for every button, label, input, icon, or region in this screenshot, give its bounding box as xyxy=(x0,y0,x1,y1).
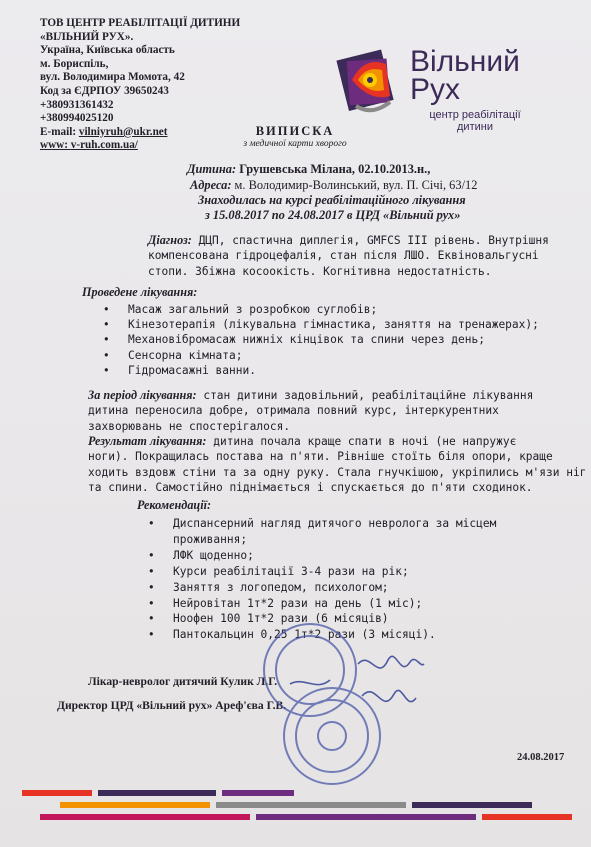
org-city-line: м. Бориспіль, xyxy=(40,57,109,70)
decor-bar xyxy=(40,814,250,820)
diagnosis-block xyxy=(148,233,549,279)
decor-bar xyxy=(22,790,92,796)
seal-stamp-icon xyxy=(250,620,430,790)
treatment-item-text: Масаж загальний з розробкою суглобів; xyxy=(128,303,378,316)
treatment-item xyxy=(103,302,539,317)
recommendation-item-text: Заняття з логопедом, психологом; xyxy=(173,580,389,594)
treatment-item-text: Кінезотерапія (лікувальна гімнастика, заняття на тренажерах); xyxy=(128,318,539,332)
result-text-1: дитина почала краще спати в ночі (не напружує xyxy=(206,435,517,448)
org-region-line: Україна, Київська область xyxy=(40,44,175,57)
logo-name-line-2: Рух xyxy=(410,73,461,106)
title-heading: ВИПИСКА xyxy=(255,124,335,138)
stay-line-2: з 15.08.2017 по 24.08.2017 в ЦРД «Вільний рух» xyxy=(205,208,461,222)
recommendation-continuation-text: проживання; xyxy=(173,532,248,546)
treatment-item xyxy=(103,332,539,347)
decor-bar xyxy=(256,814,476,820)
logo-name-line-1: Вільний xyxy=(410,45,520,78)
recommendations-heading: Рекомендації: xyxy=(137,498,212,512)
recommendation-item-text: Ноофен 100 1т*2 рази (6 місяців) xyxy=(173,612,389,626)
logo-name xyxy=(410,45,520,106)
org-code-line: Код за ЄДРПОУ 39650243 xyxy=(40,84,169,97)
decor-bar xyxy=(482,814,572,820)
recommendation-item xyxy=(148,548,496,564)
neurologist-signature-line: Лікар-невролог дитячий Кулик Л.Г. xyxy=(88,675,278,688)
recommendation-continuation xyxy=(148,532,496,548)
course-line-3: захворювань не спостерігалося. xyxy=(88,419,291,433)
treatment-item xyxy=(103,363,539,378)
bullet-icon: • xyxy=(148,628,155,642)
logo-mark-shape xyxy=(367,77,373,83)
result-block xyxy=(88,434,586,496)
address-label: Адреса: xyxy=(190,178,232,192)
stamp-ring-outer xyxy=(284,688,380,784)
bullet-icon: • xyxy=(148,517,155,530)
treatment-list xyxy=(103,302,539,378)
title-subheading: з медичної карти хворого xyxy=(243,139,347,149)
recommendation-item xyxy=(148,516,496,532)
diagnosis-label: Діагноз: xyxy=(148,233,192,247)
decor-bar xyxy=(412,802,532,808)
course-text-1: стан дитини задовільний, реабілітаційне лікування xyxy=(196,389,534,402)
recommendation-item-text: Курси реабілітації 3-4 рази на рік; xyxy=(173,564,409,578)
bullet-icon: • xyxy=(148,612,155,626)
result-line-1 xyxy=(88,434,586,449)
stay-line-1: Знаходилась на курсі реабілітаційного лікування xyxy=(198,193,466,207)
treatment-heading: Проведене лікування: xyxy=(82,285,198,299)
website-link[interactable]: v-ruh.com.ua/ xyxy=(70,139,138,152)
decor-bar xyxy=(60,802,210,808)
recommendation-item-text: Диспансерний нагляд дитячого невролога за місцем xyxy=(173,517,497,530)
child-label: Дитина: xyxy=(187,162,237,176)
bottom-decor-bars xyxy=(0,786,591,836)
treatment-item xyxy=(103,348,539,363)
patient-line xyxy=(187,162,430,177)
director-signature-line: Директор ЦРД «Вільний рух» Ареф'єва Г.В. xyxy=(57,699,287,712)
bullet-icon: • xyxy=(148,580,155,594)
bullet-icon: • xyxy=(148,564,155,578)
recommendation-item-text: ЛФК щоденно; xyxy=(173,548,254,562)
treatment-item xyxy=(103,317,539,332)
decor-bar xyxy=(222,790,294,796)
logo-subtitle xyxy=(410,109,540,133)
recommendation-item xyxy=(148,580,496,596)
org-phone-1: +380931361432 xyxy=(40,98,114,111)
result-label: Результат лікування: xyxy=(88,434,207,448)
document-date: 24.08.2017 xyxy=(517,752,565,763)
treatment-item-text: Гідромасажні ванни. xyxy=(128,363,256,377)
org-street-line: вул. Володимира Момота, 42 xyxy=(40,71,185,84)
bullet-icon: • xyxy=(103,303,110,316)
diagnosis-line-3: стопи. Збіжна косоокість. Когнітивна недостатність. xyxy=(148,264,492,278)
recommendation-item-text: Нейровітан 1т*2 рази на день (1 міс); xyxy=(173,596,423,610)
document-title xyxy=(170,124,420,149)
recommendation-item-text: Пантокальцин 0,25 1т*2 рази (3 місяці). xyxy=(173,628,436,642)
course-block xyxy=(88,388,533,434)
bullet-icon: • xyxy=(103,363,110,377)
recommendation-item xyxy=(148,564,496,580)
stamp-center xyxy=(318,722,346,750)
diagnosis-line-2: компенсована гідроцефалія, стан після ЛШО. Еквіновальгусні xyxy=(148,249,539,263)
course-line-1 xyxy=(88,388,533,403)
course-line-2: дитина переносила добре, отримала повний курс, інтеркурентних xyxy=(88,404,499,418)
bullet-icon: • xyxy=(148,548,155,562)
logo-mark-icon xyxy=(336,40,406,124)
course-label: За період лікування: xyxy=(88,388,197,402)
result-line-4: та спини. Самостійно піднімається і спускається до п'яти сходинок. xyxy=(88,481,533,495)
address-value: м. Володимир-Волинський, вул. П. Січі, 63/12 xyxy=(231,178,478,192)
org-name-line: ТОВ ЦЕНТР РЕАБІЛІТАЦІЇ ДИТИНИ xyxy=(40,17,241,29)
address-line xyxy=(190,178,477,193)
treatment-item-text: Сенсорна кімната; xyxy=(128,348,243,362)
child-value: Грушевська Мілана, 02.10.2013.н., xyxy=(236,162,431,176)
logo-subtitle-line-1: центр реабілітації xyxy=(429,109,521,121)
treatment-item-text: Механовібромасаж нижніх кінцівок та спини через день; xyxy=(128,333,485,347)
result-line-2: ноги). Покращилась постава на п'яти. Рівніше стоїть біля опори, краще xyxy=(88,450,553,464)
signature-scribble xyxy=(362,690,416,701)
result-line-3: ходить вздовж стіни та за одну руку. Стала гнучкішою, укріпились м'язи ніг xyxy=(88,465,587,479)
decor-bar xyxy=(98,790,216,796)
decor-bar xyxy=(216,802,406,808)
bullet-icon: • xyxy=(148,596,155,610)
recommendation-item xyxy=(148,596,496,612)
diagnosis-line-1 xyxy=(148,233,549,248)
diagnosis-text-1: ДЦП, спастична диплегія, GMFCS ІІІ рівень. Внутрішня xyxy=(191,234,549,247)
bullet-icon: • xyxy=(103,348,110,362)
signature-scribble xyxy=(290,680,330,685)
bullet-icon: • xyxy=(103,333,110,347)
org-phone-2: +380994025120 xyxy=(40,112,114,125)
org-brand-line: «ВІЛЬНИЙ РУХ». xyxy=(40,30,134,43)
signature-scribble xyxy=(358,656,424,668)
email-link[interactable]: vilniyruh@ukr.net xyxy=(78,125,168,138)
bullet-icon: • xyxy=(103,318,110,332)
logo-subtitle-line-2: дитини xyxy=(457,121,493,133)
website-label: www: xyxy=(40,139,71,152)
email-label: E-mail: xyxy=(40,125,79,138)
